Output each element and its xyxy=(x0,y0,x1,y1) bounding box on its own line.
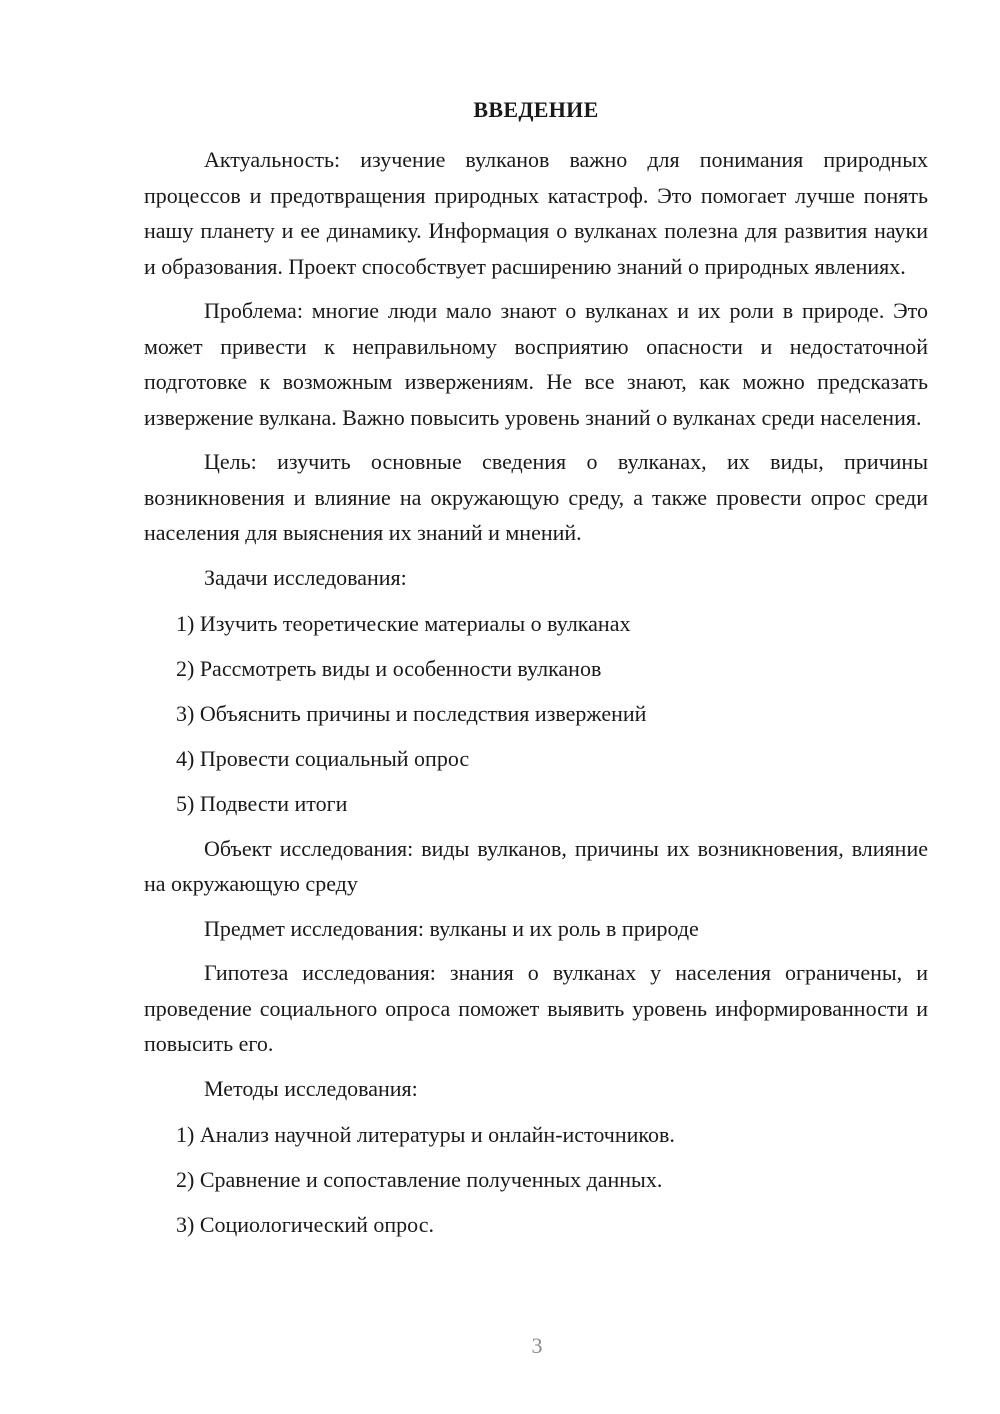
list-item: 3) Объяснить причины и последствия извержений xyxy=(176,700,647,726)
list-item: 2) Сравнение и сопоставление полученных данных. xyxy=(176,1166,663,1192)
methods-label: Методы исследования: xyxy=(204,1075,418,1101)
object-paragraph: Объект исследования: виды вулканов, причины их возникновения, влияние на окружающую среду xyxy=(144,835,928,896)
tasks-label: Задачи исследования: xyxy=(204,564,407,590)
list-item: 1) Изучить теоретические материалы о вулканах xyxy=(176,610,631,636)
goal-paragraph: Цель: изучить основные сведения о вулканах, их виды, причины возникновения и влияние на окружающую среду, а также провести опрос среди населения для выяснения их знаний и мнений. xyxy=(144,449,928,545)
page-title: ВВЕДЕНИЕ xyxy=(473,97,599,122)
list-item: 1) Анализ научной литературы и онлайн-источников. xyxy=(176,1121,675,1147)
subject-paragraph: Предмет исследования: вулканы и их роль в природе xyxy=(204,915,699,941)
tasks-list xyxy=(144,606,928,822)
list-item: 3) Социологический опрос. xyxy=(176,1211,434,1237)
problem-paragraph: Проблема: многие люди мало знают о вулканах и их роли в природе. Это может привести к неправильному восприятию опасности и недостаточной подготовке к возможным извержениям. Не все знают, как можно предсказать извержение вулкана. Важно повысить уровень знаний о вулканах среди населения. xyxy=(144,298,928,430)
list-item: 4) Провести социальный опрос xyxy=(176,745,470,771)
page-number: 3 xyxy=(531,1333,543,1358)
hypothesis-paragraph: Гипотеза исследования: знания о вулканах у населения ограничены, и проведение социального опроса поможет выявить уровень информированности и повысить его. xyxy=(144,960,928,1056)
document-page xyxy=(144,92,928,1252)
methods-list xyxy=(144,1117,928,1243)
list-item: 2) Рассмотреть виды и особенности вулканов xyxy=(176,655,602,681)
list-item: 5) Подвести итоги xyxy=(176,790,348,816)
relevance-paragraph: Актуальность: изучение вулканов важно для понимания природных процессов и предотвращения природных катастроф. Это помогает лучше понять нашу планету и ее динамику. Информация о вулканах полезна для развития науки и образования. Проект способствует расширению знаний о природных явлениях. xyxy=(144,147,928,279)
